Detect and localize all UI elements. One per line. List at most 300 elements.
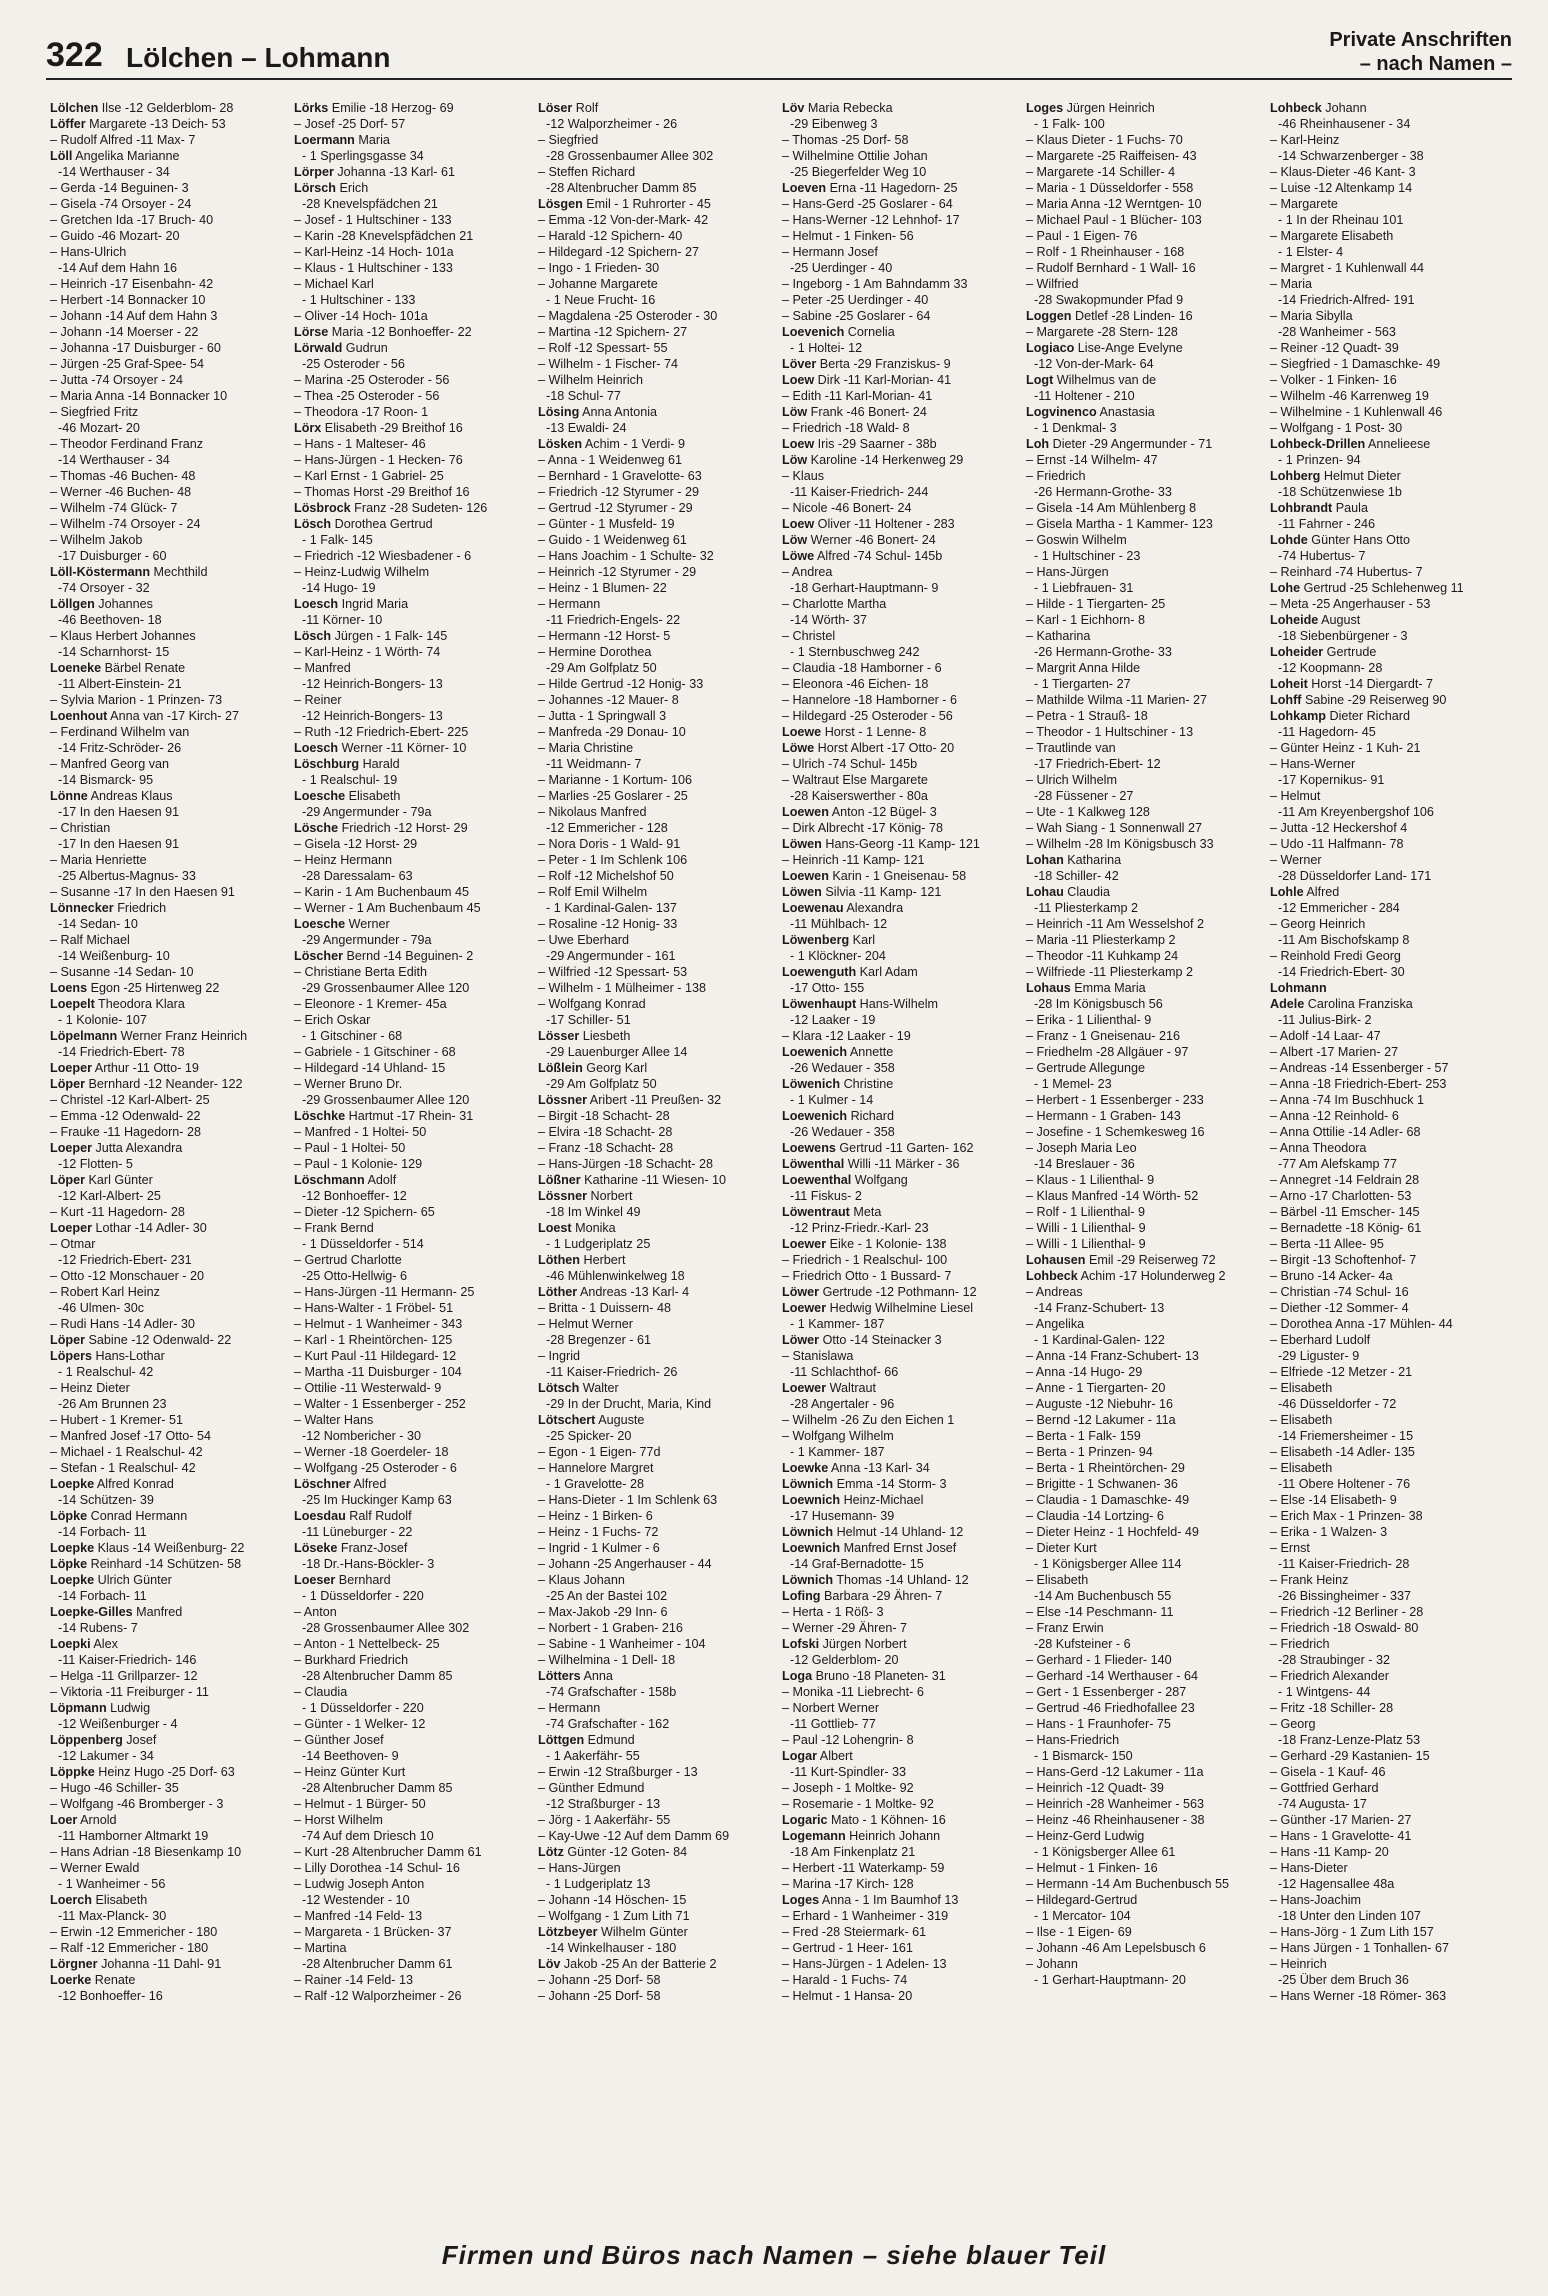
directory-entry: -14 Werthauser - 34 [58, 453, 170, 467]
directory-entry: - 1 Elster- 4 [1278, 245, 1344, 259]
directory-entry: Löpelmann Werner Franz Heinrich [50, 1029, 248, 1043]
directory-entry: – Hans-Gerd -12 Lakumer - 11a [1026, 1765, 1204, 1779]
directory-entry: – Karl-Heinz -14 Hoch- 101a [294, 245, 454, 259]
directory-entry: – Josef -25 Dorf- 57 [294, 117, 406, 131]
directory-entry: Loewens Gertrud -11 Garten- 162 [782, 1141, 974, 1155]
directory-entry: – Birgit -13 Schoftenhof- 7 [1270, 1253, 1417, 1267]
directory-entry: -12 Westender - 10 [302, 1893, 410, 1907]
directory-entry: - 1 Prinzen- 94 [1278, 453, 1361, 467]
directory-entry: – Maria Christine [538, 741, 634, 755]
directory-entry: – Monika -11 Liebrecht- 6 [782, 1685, 924, 1699]
directory-entry: -12 Bonhoeffer- 16 [58, 1989, 163, 2003]
directory-entry: – Heinz Hermann [294, 853, 392, 867]
directory-entry: – Bruno -14 Acker- 4a [1270, 1269, 1393, 1283]
directory-entry: – Johanna -17 Duisburger - 60 [50, 341, 221, 355]
directory-entry: -14 Friedrich-Ebert- 78 [58, 1045, 185, 1059]
directory-entry: Löpmann Ludwig [50, 1701, 151, 1715]
directory-entry: - 1 Denkmal- 3 [1034, 421, 1117, 435]
directory-entry: – Stefan - 1 Realschul- 42 [50, 1461, 196, 1475]
directory-entry: - 1 Klöckner- 204 [790, 949, 886, 963]
directory-entry: – Burkhard Friedrich [294, 1653, 409, 1667]
directory-entry: – Magdalena -25 Osteroder - 30 [538, 309, 718, 323]
directory-entry: -28 Wanheimer - 563 [1278, 325, 1396, 339]
directory-entry: – Anna -18 Friedrich-Ebert- 253 [1270, 1077, 1447, 1091]
directory-entry: Lörper Johanna -13 Karl- 61 [294, 165, 456, 179]
directory-entry: Löschmann Adolf [294, 1173, 397, 1187]
directory-entry: – Karl-Heinz - 1 Wörth- 74 [294, 645, 441, 659]
directory-entry: – Rudolf Bernhard - 1 Wall- 16 [1026, 261, 1196, 275]
directory-entry: – Karl - 1 Rheintörchen- 125 [294, 1333, 453, 1347]
directory-entry: -77 Am Alefskamp 77 [1278, 1157, 1398, 1171]
directory-entry: – Claudia - 1 Damaschke- 49 [1026, 1493, 1190, 1507]
directory-entry: -74 Augusta- 17 [1278, 1797, 1367, 1811]
directory-entry: -14 Forbach- 11 [58, 1589, 147, 1603]
directory-entry: -29 Am Golfplatz 50 [546, 661, 657, 675]
directory-entry: – Hans-Walter - 1 Fröbel- 51 [294, 1301, 454, 1315]
directory-entry: Lofski Jürgen Norbert [782, 1637, 907, 1651]
directory-entry: – Wilhelm -46 Karrenweg 19 [1270, 389, 1429, 403]
directory-entry: - 1 Neue Frucht- 16 [546, 293, 656, 307]
directory-entry: Löschburg Harald [294, 757, 400, 771]
directory-entry: Löllgen Johannes [50, 597, 153, 611]
directory-entry: – Robert Karl Heinz [50, 1285, 160, 1299]
directory-entry: – Guido -46 Mozart- 20 [50, 229, 180, 243]
directory-entry: -18 Schützenwiese 1b [1278, 485, 1402, 499]
directory-entry: Lohde Günter Hans Otto [1270, 533, 1410, 547]
directory-entry: – Egon - 1 Eigen- 77d [538, 1445, 661, 1459]
directory-entry: Loesch Werner -11 Körner- 10 [294, 741, 467, 755]
directory-entry: Löw Frank -46 Bonert- 24 [782, 405, 927, 419]
directory-entry: – Kurt Paul -11 Hildegard- 12 [294, 1349, 457, 1363]
directory-entry: -14 Breslauer - 36 [1034, 1157, 1135, 1171]
directory-entry: -11 Weidmann- 7 [546, 757, 642, 771]
page-title: Lölchen – Lohmann [126, 42, 391, 73]
directory-entry: Loges Anna - 1 Im Baumhof 13 [782, 1893, 959, 1907]
directory-entry: – Helmut Werner [538, 1317, 633, 1331]
directory-entry: Loewer Waltraut [782, 1381, 877, 1395]
directory-entry: – Wilhelm -74 Glück- 7 [50, 501, 178, 515]
directory-entry: – Luise -12 Altenkamp 14 [1270, 181, 1413, 195]
directory-entry: – Hans-Friedrich [1026, 1733, 1120, 1747]
directory-entry: -11 Lüneburger - 22 [302, 1525, 413, 1539]
directory-entry: – Josef - 1 Hultschiner - 133 [294, 213, 452, 227]
directory-entry: – Heinz - 1 Fuchs- 72 [538, 1525, 659, 1539]
directory-entry: Loeper Arthur -11 Otto- 19 [50, 1061, 199, 1075]
directory-entry: – Rolf -12 Michelshof 50 [538, 869, 674, 883]
directory-entry: – Heinz -46 Rheinhausener - 38 [1026, 1813, 1205, 1827]
directory-entry: – Christel -12 Karl-Albert- 25 [50, 1093, 210, 1107]
directory-entry: – Wolfgang -46 Bromberger - 3 [50, 1797, 224, 1811]
directory-entry: – Dorothea Anna -17 Mühlen- 44 [1270, 1317, 1453, 1331]
directory-column-2 [294, 100, 534, 2190]
directory-entry: -13 Ewaldi- 24 [546, 421, 627, 435]
directory-entry: – Berta - 1 Falk- 159 [1026, 1429, 1141, 1443]
directory-entry: -11 Kaiser-Friedrich- 28 [1278, 1557, 1410, 1571]
directory-entry: Löw Karoline -14 Herkenweg 29 [782, 453, 964, 467]
directory-entry: -11 Kaiser-Friedrich- 244 [790, 485, 929, 499]
directory-entry: – Fritz -18 Schiller- 28 [1270, 1701, 1394, 1715]
directory-entry: – Ulrich -74 Schul- 145b [782, 757, 918, 771]
directory-entry: – Marlies -25 Goslarer - 25 [538, 789, 688, 803]
directory-entry: – Kurt -11 Hagedorn- 28 [50, 1205, 185, 1219]
directory-entry: – Gertrude Allegunge [1026, 1061, 1146, 1075]
directory-entry: -11 Friedrich-Engels- 22 [546, 613, 681, 627]
directory-entry: – Gertrud Charlotte [294, 1253, 402, 1267]
directory-entry: Löwentraut Meta [782, 1205, 882, 1219]
section-heading-line2: – nach Namen – [1359, 53, 1512, 75]
directory-entry: – Rolf - 1 Rheinhauser - 168 [1026, 245, 1185, 259]
directory-entry: – Friedhelm -28 Allgäuer - 97 [1026, 1045, 1189, 1059]
directory-entry: – Ralf -12 Walporzheimer - 26 [294, 1989, 462, 2003]
directory-entry: -28 Knevelspfädchen 21 [302, 197, 438, 211]
directory-entry: – Ulrich Wilhelm [1026, 773, 1117, 787]
directory-entry: – Ralf Michael [50, 933, 130, 947]
directory-entry: – Sylvia Marion - 1 Prinzen- 73 [50, 693, 223, 707]
directory-entry: – Volker - 1 Finken- 16 [1270, 373, 1397, 387]
directory-entry: – Johann -46 Am Lepelsbusch 6 [1026, 1941, 1206, 1955]
directory-entry: – Max-Jakob -29 Inn- 6 [538, 1605, 668, 1619]
directory-entry: – Reinhold Fredi Georg [1270, 949, 1401, 963]
directory-entry: – Friedrich Otto - 1 Bussard- 7 [782, 1269, 952, 1283]
directory-entry: – Wolfgang Konrad [538, 997, 646, 1011]
directory-entry: – Wilhelm -28 Im Königsbusch 33 [1026, 837, 1214, 851]
directory-entry: – Maria Sibylla [1270, 309, 1353, 323]
directory-entry: -28 Bregenzer - 61 [546, 1333, 652, 1347]
directory-entry: -14 Friemersheimer - 15 [1278, 1429, 1414, 1443]
directory-entry: -25 Osteroder - 56 [302, 357, 405, 371]
directory-entry: – Karin - 1 Am Buchenbaum 45 [294, 885, 470, 899]
directory-entry: – Anna -14 Hugo- 29 [1026, 1365, 1143, 1379]
directory-entry: Loewen Karin - 1 Gneisenau- 58 [782, 869, 967, 883]
directory-entry: -18 Franz-Lenze-Platz 53 [1278, 1733, 1421, 1747]
directory-entry: – Friedrich Alexander [1270, 1669, 1390, 1683]
directory-entry: – Meta -25 Angerhauser - 53 [1270, 597, 1431, 611]
page-header [46, 28, 1512, 80]
directory-entry: -74 Grafschafter - 162 [546, 1717, 670, 1731]
directory-entry: – Jörg - 1 Aakerfähr- 55 [538, 1813, 671, 1827]
footer-note: Firmen und Büros nach Namen – siehe blauer Teil [441, 2240, 1107, 2270]
directory-entry: – Ingrid [538, 1349, 581, 1363]
directory-entry: Lohff Sabine -29 Reiserweg 90 [1270, 693, 1447, 707]
directory-entry: – Fred -28 Steiermark- 61 [782, 1925, 927, 1939]
directory-entry: Lösbrock Franz -28 Sudeten- 126 [294, 501, 488, 515]
directory-entry: – Sabine - 1 Wanheimer - 104 [538, 1637, 706, 1651]
directory-entry: – Erhard - 1 Wanheimer - 319 [782, 1909, 949, 1923]
directory-entry: - 1 Kardinal-Galen- 137 [546, 901, 677, 915]
directory-entry: – Frank Heinz [1270, 1573, 1349, 1587]
directory-entry: – Heinrich [1270, 1957, 1327, 1971]
directory-entry: – Thomas -46 Buchen- 48 [50, 469, 196, 483]
directory-entry: Löttgen Edmund [538, 1733, 635, 1747]
directory-entry: – Nora Doris - 1 Wald- 91 [538, 837, 681, 851]
directory-entry: – Frank Bernd [294, 1221, 374, 1235]
directory-entry: Lohberg Helmut Dieter [1270, 469, 1401, 483]
directory-entry: -14 Beethoven- 9 [302, 1749, 399, 1763]
directory-entry: -25 Otto-Hellwig- 6 [302, 1269, 407, 1283]
directory-entry: – Hilde - 1 Tiergarten- 25 [1026, 597, 1166, 611]
directory-entry: – Günther Edmund [538, 1781, 645, 1795]
directory-entry: – Hans-Werner [1270, 757, 1356, 771]
directory-entry: Loheide August [1270, 613, 1361, 627]
directory-entry: – Wilhelmine - 1 Kuhlenwall 46 [1270, 405, 1443, 419]
directory-entry: – Heinz Dieter [50, 1381, 130, 1395]
directory-entry: – Hermine Dorothea [538, 645, 652, 659]
directory-entry: Lohmann [1270, 981, 1327, 995]
directory-entry: -28 Grossenbaumer Allee 302 [302, 1621, 470, 1635]
directory-entry: – Friedrich -12 Wiesbadener - 6 [294, 549, 472, 563]
directory-entry: – Waltraut Else Margarete [782, 773, 928, 787]
directory-entry: Loewer Eike - 1 Kolonie- 138 [782, 1237, 947, 1251]
directory-entry: -14 Franz-Schubert- 13 [1034, 1301, 1165, 1315]
directory-entry: -74 Auf dem Driesch 10 [302, 1829, 434, 1843]
directory-entry: – Hans - 1 Fraunhofer- 75 [1026, 1717, 1171, 1731]
directory-entry: – Anna Theodora [1270, 1141, 1367, 1155]
directory-entry: -17 In den Haesen 91 [58, 805, 180, 819]
directory-entry: - 1 Kulmer - 14 [790, 1093, 874, 1107]
directory-entry: – Mathilde Wilma -11 Marien- 27 [1026, 693, 1208, 707]
directory-entry: – Petra - 1 Strauß- 18 [1026, 709, 1148, 723]
directory-entry: – Johannes -12 Mauer- 8 [538, 693, 679, 707]
directory-entry: – Klaus Herbert Johannes [50, 629, 196, 643]
directory-entry: – Werner -46 Buchen- 48 [50, 485, 192, 499]
directory-entry: Lohau Claudia [1026, 885, 1110, 899]
directory-entry: – Heinrich -12 Styrumer - 29 [538, 565, 697, 579]
directory-entry: – Hannelore Margret [538, 1461, 654, 1475]
directory-entry: -25 Biegerfelder Weg 10 [790, 165, 927, 179]
directory-entry: Lösing Anna Antonia [538, 405, 658, 419]
directory-entry: – Klaus Manfred -14 Wörth- 52 [1026, 1189, 1199, 1203]
directory-entry: Lörsch Erich [294, 181, 369, 195]
directory-entry: -14 Friedrich-Alfred- 191 [1278, 293, 1415, 307]
directory-entry: – Karl-Heinz [1270, 133, 1340, 147]
directory-entry: – Thomas Horst -29 Breithof 16 [294, 485, 470, 499]
directory-entry: -11 Am Kreyenbergshof 106 [1278, 805, 1434, 819]
directory-entry: Loevenich Cornelia [782, 325, 895, 339]
directory-entry: -12 Von-der-Mark- 64 [1034, 357, 1154, 371]
directory-entry: Löwe Horst Albert -17 Otto- 20 [782, 741, 955, 755]
directory-entry: – Helmut - 1 Bürger- 50 [294, 1797, 426, 1811]
directory-entry: -28 Angertaler - 96 [790, 1397, 895, 1411]
directory-entry: – Johann -14 Moerser - 22 [50, 325, 199, 339]
directory-entry: – Marina -17 Kirch- 128 [782, 1877, 914, 1891]
directory-entry: -11 Fahrner - 246 [1278, 517, 1376, 531]
directory-entry: – Elfriede -12 Metzer - 21 [1270, 1365, 1413, 1379]
directory-entry: – Bernhard - 1 Gravelotte- 63 [538, 469, 702, 483]
directory-entry: – Hildegard -14 Uhland- 15 [294, 1061, 446, 1075]
directory-entry: – Ernst -14 Wilhelm- 47 [1026, 453, 1158, 467]
directory-entry: Lohbrandt Paula [1270, 501, 1368, 515]
directory-entry: -28 Altenbrucher Damm 61 [302, 1957, 453, 1971]
directory-entry: – Thomas -25 Dorf- 58 [782, 133, 909, 147]
directory-entry: Lörgner Johanna -11 Dahl- 91 [50, 1957, 222, 1971]
directory-entry: – Elisabeth [1270, 1413, 1333, 1427]
directory-entry: -28 Kaiserswerther - 80a [790, 789, 928, 803]
directory-entry: -11 Pliesterkamp 2 [1034, 901, 1139, 915]
directory-entry: – Hans-Jürgen -11 Hermann- 25 [294, 1285, 475, 1299]
directory-entry: Lötters Anna [538, 1669, 613, 1683]
directory-entry: Lönne Andreas Klaus [50, 789, 173, 803]
directory-entry: Lösser Liesbeth [538, 1029, 631, 1043]
directory-entry: -28 Daressalam- 63 [302, 869, 413, 883]
directory-entry: – Werner [1270, 853, 1322, 867]
directory-entry: – Heinz - 1 Blumen- 22 [538, 581, 667, 595]
directory-entry: – Helmut - 1 Wanheimer - 343 [294, 1317, 463, 1331]
directory-entry: Lohe Gertrud -25 Schlehenweg 11 [1270, 581, 1464, 595]
directory-entry: - 1 Ludgeriplatz 25 [546, 1237, 651, 1251]
directory-entry: Loeser Bernhard [294, 1573, 391, 1587]
directory-entry: Loenhout Anna van -17 Kirch- 27 [50, 709, 239, 723]
directory-entry: Lohbeck-Drillen Annelieese [1270, 437, 1431, 451]
directory-entry: – Christiane Berta Edith [294, 965, 428, 979]
directory-entry: – Anna Ottilie -14 Adler- 68 [1270, 1125, 1421, 1139]
directory-column-5 [1026, 100, 1266, 2190]
directory-entry: – Michael Paul - 1 Blücher- 103 [1026, 213, 1202, 227]
directory-entry: Logt Wilhelmus van de [1026, 373, 1157, 387]
directory-entry: – Maria Henriette [50, 853, 147, 867]
directory-entry: Löwnich Thomas -14 Uhland- 12 [782, 1573, 969, 1587]
directory-entry: Loesdau Ralf Rudolf [294, 1509, 412, 1523]
directory-entry: Loerch Elisabeth [50, 1893, 148, 1907]
directory-entry: – Gertrud - 1 Heer- 161 [782, 1941, 913, 1955]
directory-entry: – Hermann -12 Horst- 5 [538, 629, 671, 643]
directory-entry: – Friedrich -12 Styrumer - 29 [538, 485, 699, 499]
directory-entry: – Gisela -12 Horst- 29 [294, 837, 418, 851]
directory-entry: - 1 Königsberger Allee 114 [1034, 1557, 1182, 1571]
directory-entry: – Rolf Emil Wilhelm [538, 885, 648, 899]
directory-entry: – Otmar [50, 1237, 96, 1251]
directory-entry: – Margarete -25 Raiffeisen- 43 [1026, 149, 1197, 163]
directory-entry: Lohausen Emil -29 Reiserweg 72 [1026, 1253, 1216, 1267]
directory-entry: Löpers Hans-Lothar [50, 1349, 165, 1363]
directory-entry: – Andreas [1026, 1285, 1083, 1299]
directory-entry: -12 Straßburger - 13 [546, 1797, 661, 1811]
directory-entry: – Margarete -14 Schiller- 4 [1026, 165, 1176, 179]
directory-entry: – Berta - 1 Prinzen- 94 [1026, 1445, 1153, 1459]
directory-entry: – Johann -25 Dorf- 58 [538, 1973, 661, 1987]
directory-entry: - 1 Kammer- 187 [790, 1445, 885, 1459]
directory-entry: Löper Karl Günter [50, 1173, 153, 1187]
directory-entry: Löffer Margarete -13 Deich- 53 [50, 117, 226, 131]
directory-entry: Loepke Ulrich Günter [50, 1573, 172, 1587]
directory-entry: – Wolfgang - 1 Post- 30 [1270, 421, 1403, 435]
directory-entry: – Gertrud -12 Styrumer - 29 [538, 501, 693, 515]
directory-entry: – Johann -14 Höschen- 15 [538, 1893, 687, 1907]
directory-entry: – Herbert -14 Bonnacker 10 [50, 293, 206, 307]
directory-entry: Loheider Gertrude [1270, 645, 1377, 659]
directory-entry: Loepke Alfred Konrad [50, 1477, 174, 1491]
directory-entry: – Hans - 1 Gravelotte- 41 [1270, 1829, 1412, 1843]
directory-entry: -28 Straubinger - 32 [1278, 1653, 1391, 1667]
directory-entry: - 1 Memel- 23 [1034, 1077, 1112, 1091]
directory-entry: – Gerhard -14 Werthauser - 64 [1026, 1669, 1198, 1683]
directory-entry: Löwenberg Karl [782, 933, 876, 947]
directory-entry: – Marina -25 Osteroder - 56 [294, 373, 450, 387]
directory-entry: Logemann Heinrich Johann [782, 1829, 941, 1843]
directory-entry: – Helmut - 1 Hansa- 20 [782, 1989, 913, 2003]
directory-entry: – Hans Jürgen - 1 Tonhallen- 67 [1270, 1941, 1449, 1955]
directory-entry: – Anne - 1 Tiergarten- 20 [1026, 1381, 1166, 1395]
directory-entry: – Margret - 1 Kuhlenwall 44 [1270, 261, 1425, 275]
directory-entry: – Hans-Jürgen - 1 Hecken- 76 [294, 453, 463, 467]
directory-entry: -12 Karl-Albert- 25 [58, 1189, 161, 1203]
directory-entry: – Ernst [1270, 1541, 1310, 1555]
section-heading-line1: Private Anschriften [1329, 29, 1512, 51]
directory-entry: – Erich Oskar [294, 1013, 371, 1027]
directory-entry: Loerke Renate [50, 1973, 136, 1987]
directory-entry: – Paul - 1 Eigen- 76 [1026, 229, 1138, 243]
directory-entry: – Udo -11 Halfmann- 78 [1270, 837, 1404, 851]
directory-entry: -14 Winkelhauser - 180 [546, 1941, 677, 1955]
directory-entry: - 1 Wanheimer - 56 [58, 1877, 166, 1891]
directory-entry: -17 Otto- 155 [790, 981, 865, 995]
directory-entry: - 1 Wintgens- 44 [1278, 1685, 1371, 1699]
directory-entry: – Friedrich [1026, 469, 1086, 483]
directory-entry: – Heinrich -11 Kamp- 121 [782, 853, 925, 867]
directory-entry: Lötz Günter -12 Goten- 84 [538, 1845, 688, 1859]
directory-entry: – Karl - 1 Eichhorn- 8 [1026, 613, 1145, 627]
directory-entry: – Frauke -11 Hagedorn- 28 [50, 1125, 201, 1139]
directory-entry: -12 Walporzheimer - 26 [546, 117, 678, 131]
directory-entry: – Heinz Günter Kurt [294, 1765, 406, 1779]
directory-entry: Loewe Horst - 1 Lenne- 8 [782, 725, 927, 739]
directory-entry: – Hildegard-Gertrud [1026, 1893, 1138, 1907]
directory-entry: – Michael Karl [294, 277, 374, 291]
directory-entry: – Harald - 1 Fuchs- 74 [782, 1973, 908, 1987]
directory-entry: -25 Uerdinger - 40 [790, 261, 893, 275]
directory-entry: Löser Rolf [538, 101, 599, 115]
directory-entry: – Wolfgang -25 Osteroder - 6 [294, 1461, 457, 1475]
directory-entry: – Franz Erwin [1026, 1621, 1104, 1635]
directory-entry: – Claudia -14 Lortzing- 6 [1026, 1509, 1164, 1523]
directory-entry: -12 Prinz-Friedr.-Karl- 23 [790, 1221, 929, 1235]
directory-entry: – Dieter Kurt [1026, 1541, 1097, 1555]
directory-entry: Lohkamp Dieter Richard [1270, 709, 1410, 723]
directory-entry: – Günter - 1 Welker- 12 [294, 1717, 426, 1731]
directory-entry: - 1 Hultschiner - 23 [1034, 549, 1141, 563]
directory-entry: Loewenich Richard [782, 1109, 894, 1123]
directory-entry: Lötschert Auguste [538, 1413, 645, 1427]
directory-entry: – Josefine - 1 Schemkesweg 16 [1026, 1125, 1205, 1139]
directory-column-1 [50, 100, 290, 2190]
directory-entry: – Hans-Jürgen [1026, 565, 1109, 579]
directory-entry: -12 Laaker - 19 [790, 1013, 876, 1027]
directory-entry: - 1 Bismarck- 150 [1034, 1749, 1133, 1763]
directory-entry: – Otto -12 Monschauer - 20 [50, 1269, 205, 1283]
directory-entry: – Hilde Gertrud -12 Honig- 33 [538, 677, 704, 691]
directory-entry: – Elisabeth [1270, 1461, 1333, 1475]
directory-entry: -28 Altenbrucher Damm 85 [302, 1781, 453, 1795]
directory-entry: – Reiner [294, 693, 342, 707]
section-heading [1329, 28, 1512, 76]
directory-entry: – Nicole -46 Bonert- 24 [782, 501, 912, 515]
directory-entry: – Werner Bruno Dr. [294, 1077, 403, 1091]
directory-entry: – Walter - 1 Essenberger - 252 [294, 1397, 466, 1411]
directory-entry: -11 Kaiser-Friedrich- 26 [546, 1365, 678, 1379]
directory-entry: – Gerhard -29 Kastanien- 15 [1270, 1749, 1430, 1763]
directory-entry: – Jutta -12 Heckershof 4 [1270, 821, 1408, 835]
directory-entry: – Rolf -12 Spessart- 55 [538, 341, 668, 355]
directory-entry: – Dieter -12 Spichern- 65 [294, 1205, 435, 1219]
directory-entry: – Hildegard -25 Osteroder - 56 [782, 709, 953, 723]
directory-entry: – Margarete Elisabeth [1270, 229, 1394, 243]
directory-entry: -14 Werthauser - 34 [58, 165, 170, 179]
directory-entry: – Hans-Jörg - 1 Zum Lith 157 [1270, 1925, 1434, 1939]
directory-entry: -11 Holtener - 210 [1034, 389, 1135, 403]
directory-entry: – Ottilie -11 Westerwald- 9 [294, 1381, 442, 1395]
directory-entry: – Hubert - 1 Kremer- 51 [50, 1413, 183, 1427]
directory-entry: Löpke Conrad Hermann [50, 1509, 188, 1523]
directory-entry: – Eleonore - 1 Kremer- 45a [294, 997, 447, 1011]
